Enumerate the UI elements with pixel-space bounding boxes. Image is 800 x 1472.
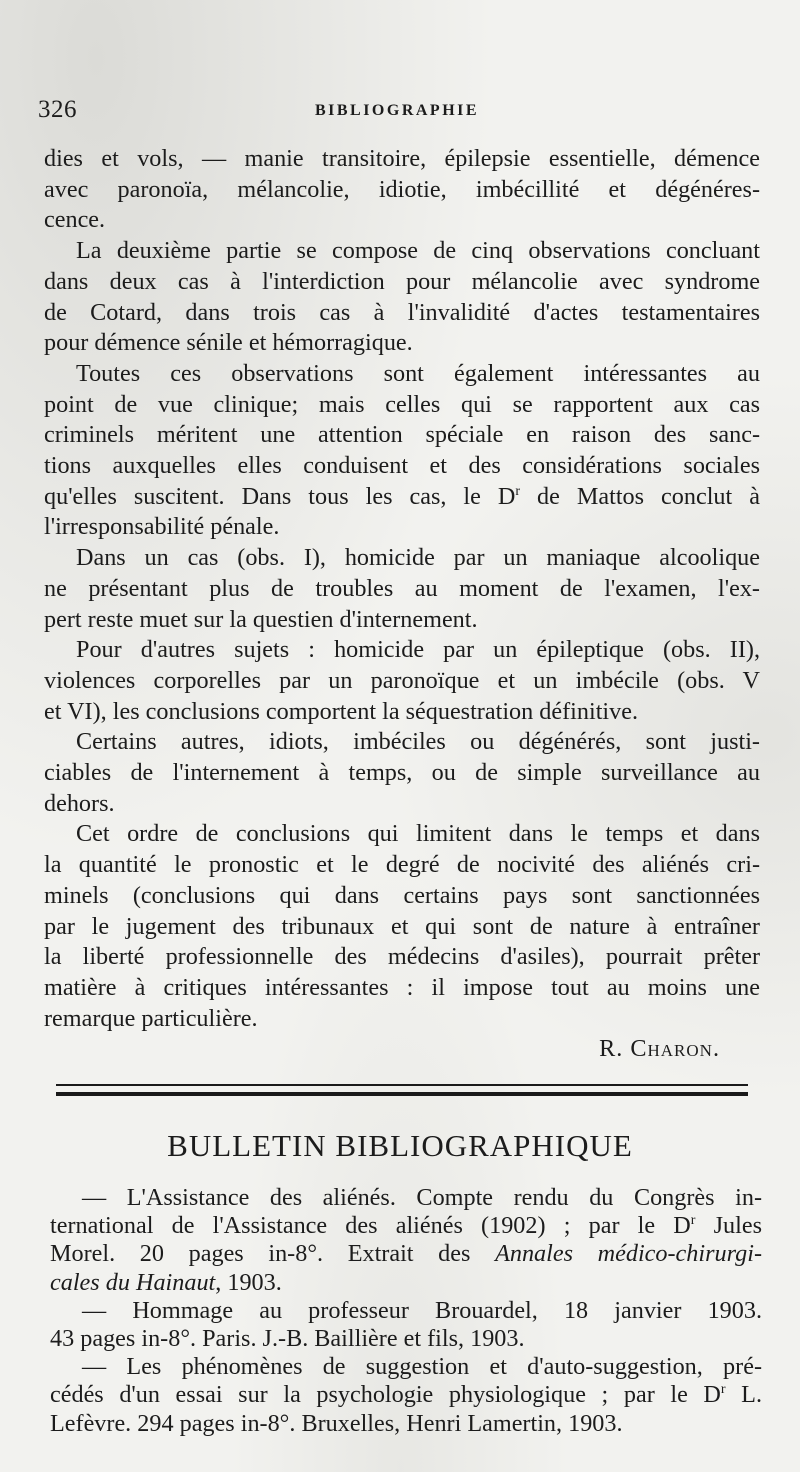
- entry-line: [50, 1212, 762, 1240]
- review-text: [44, 144, 760, 1065]
- entry-line: [50, 1269, 762, 1297]
- journal-title: cales du Hainaut: [50, 1268, 216, 1296]
- superscript: r: [720, 1382, 726, 1398]
- text-line: avec paronoïa, mélancolie, idiotie, imbécillité et dégénéres-: [44, 175, 760, 203]
- superscript: r: [515, 483, 521, 499]
- text-fragment: qu'elles suscitent. Dans tous les cas, le D: [44, 482, 516, 510]
- text-line: la liberté professionnelle des médecins d'asiles), pourrait prêter: [44, 943, 760, 971]
- entry-line: [50, 1240, 762, 1268]
- divider-thick-rule: [56, 1092, 748, 1096]
- text-line: dans deux cas à l'interdiction pour mélancolie avec syndrome: [44, 267, 760, 295]
- entry-line: — L'Assistance des aliénés. Compte rendu du Congrès in-: [82, 1184, 762, 1211]
- text-fragment: cédés d'un essai sur la psychologie physiologique ; par le D: [50, 1381, 721, 1409]
- text-line: Cet ordre de conclusions qui limitent dans le temps et dans: [76, 820, 760, 848]
- text-line: de Cotard, dans trois cas à l'invalidité d'actes testamentaires: [44, 298, 760, 326]
- text-line: et VI), les conclusions comportent la séquestration définitive.: [44, 697, 639, 725]
- text-fragment: ternational de l'Assistance des aliénés (1902) ; par le D: [50, 1212, 691, 1240]
- text-line: minels (conclusions qui dans certains pays sont sanctionnées: [44, 881, 760, 909]
- text-fragment: L.: [725, 1381, 763, 1409]
- text-line: point de vue clinique; mais celles qui se rapportent aux cas: [44, 390, 760, 418]
- running-title: BIBLIOGRAPHIE: [314, 102, 480, 119]
- entry-line: 43 pages in-8°. Paris. J.-B. Baillière et fils, 1903.: [50, 1325, 525, 1353]
- text-line: Pour d'autres sujets : homicide par un épileptique (obs. II),: [76, 636, 760, 664]
- entry-line: [50, 1381, 762, 1409]
- signature: R. Charon.: [599, 1035, 720, 1063]
- text-line: tions auxquelles elles conduisent et des considérations sociales: [44, 452, 760, 480]
- text-line: violences corporelles par un paronoïque et un imbécile (obs. V: [44, 666, 760, 694]
- bulletin-entries: [50, 1184, 762, 1438]
- text-line: Dans un cas (obs. I), homicide par un maniaque alcoolique: [76, 544, 760, 572]
- page-number: 326: [38, 96, 77, 123]
- text-line: Certains autres, idiots, imbéciles ou dégénérés, sont justi-: [76, 728, 760, 756]
- text-line: [44, 482, 760, 513]
- text-line: dies et vols, — manie transitoire, épilepsie essentielle, démence: [44, 145, 760, 172]
- section-divider: [56, 1084, 748, 1098]
- text-line: ne présentant plus de troubles au moment de l'examen, l'ex-: [44, 574, 760, 602]
- text-line: pour démence sénile et hémorragique.: [44, 329, 413, 357]
- text-fragment: Morel. 20 pages in-8°. Extrait des: [50, 1240, 496, 1268]
- divider-thin-rule: [56, 1084, 748, 1086]
- text-line: La deuxième partie se compose de cinq observations concluant: [76, 237, 760, 265]
- text-line: ciables de l'internement à temps, ou de simple surveillance au: [44, 759, 760, 787]
- text-fragment: Jules: [695, 1212, 763, 1240]
- entry-line: — Les phénomènes de suggestion et d'auto-suggestion, pré-: [82, 1353, 762, 1381]
- text-line: dehors.: [44, 789, 115, 817]
- text-line: par le jugement des tribunaux et qui sont de nature à entraîner: [44, 912, 760, 940]
- text-line: Toutes ces observations sont également intéressantes au: [76, 359, 760, 387]
- text-line: remarque particulière.: [44, 1004, 258, 1032]
- superscript: r: [690, 1213, 696, 1229]
- page-header: [38, 96, 756, 130]
- text-line: pert reste muet sur la questien d'internement.: [44, 605, 478, 633]
- text-line: l'irresponsabilité pénale.: [44, 513, 280, 541]
- journal-title: Annales médico-chirurgi-: [495, 1240, 762, 1268]
- text-line: matière à critiques intéressantes : il impose tout au moins une: [44, 973, 760, 1001]
- entry-line: Lefèvre. 294 pages in-8°. Bruxelles, Henri Lamertin, 1903.: [50, 1409, 623, 1437]
- entry-line: — Hommage au professeur Brouardel, 18 janvier 1903.: [82, 1296, 762, 1324]
- text-line: criminels méritent une attention spéciale en raison des sanc-: [44, 421, 760, 449]
- text-line: cence.: [44, 206, 106, 234]
- text-fragment: , 1903.: [215, 1268, 282, 1296]
- section-heading: BULLETIN BIBLIOGRAPHIQUE: [167, 1128, 633, 1163]
- text-line: la quantité le pronostic et le degré de nocivité des aliénés cri-: [44, 851, 760, 879]
- text-fragment: de Mattos conclut à: [520, 482, 760, 510]
